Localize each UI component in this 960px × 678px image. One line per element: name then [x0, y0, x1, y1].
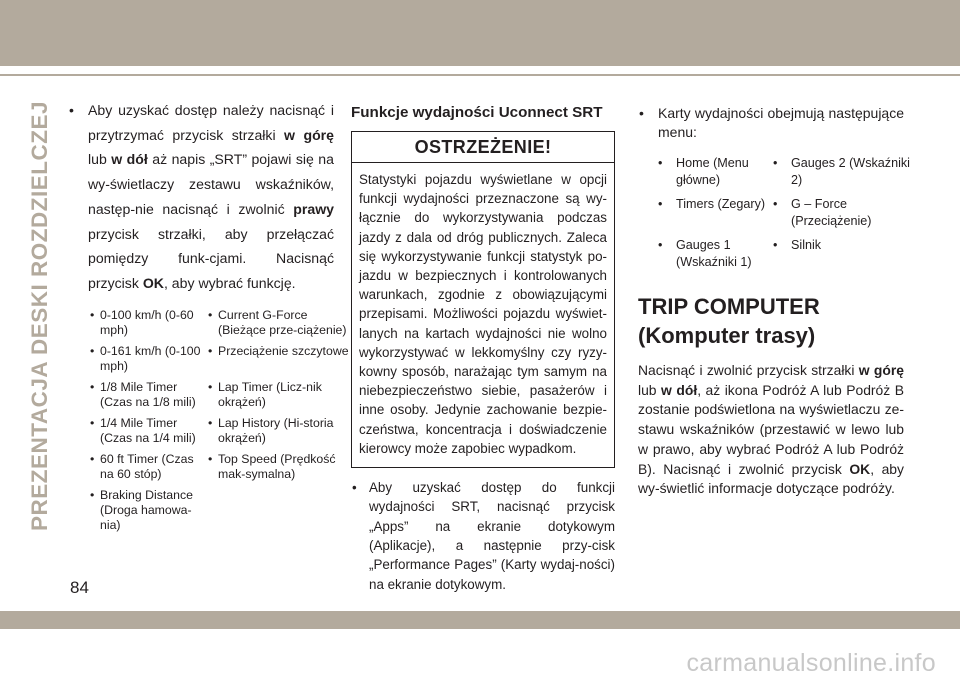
column-left	[68, 98, 349, 533]
keyword-down: w dół	[111, 151, 148, 168]
keyword-up: w górę	[284, 126, 334, 143]
page-number: 84	[70, 578, 89, 597]
keyword-down: w dół	[661, 381, 698, 398]
header-band	[0, 0, 960, 66]
list-item: • Top Speed (Prędkość mak-symalna)	[208, 452, 354, 482]
watermark-text: carmanualsonline.info	[686, 649, 936, 677]
list-item: • Silnik	[773, 237, 913, 271]
section-heading: Funkcje wydajności Uconnect SRT	[351, 104, 603, 121]
list-item: • Lap History (Hi-storia okrążeń)	[208, 416, 354, 446]
side-section-tab	[25, 100, 55, 532]
list-item: • Gauges 2 (Wskaźniki 2)	[773, 155, 913, 189]
performance-menu-list	[658, 155, 910, 271]
list-item: • 0-161 km/h (0-100 mph)	[90, 344, 208, 374]
keyword-right: prawy	[293, 200, 334, 217]
list-item: • 60 ft Timer (Czas na 60 stóp)	[90, 452, 208, 482]
list-item: • Home (Menu główne)	[658, 155, 773, 189]
side-section-title: PREZENTACJA DESKI ROZDZIELCZEJ	[27, 100, 52, 532]
column-right	[638, 104, 910, 499]
warning-title: OSTRZEŻENIE!	[352, 132, 614, 163]
header-rule	[0, 74, 960, 76]
footer-band	[0, 611, 960, 629]
srt-access-instruction: • Aby uzyskać dostęp należy nacisnąć i przytrzymać przycisk strzałki w górę lub w dół aż napis „SRT” pojawi się na wy-świetlaczy zestawu wskaźników, następ-nie nacisnąć i zwolnić prawy przycisk strzałki, aby przełączać pomiędzy funk-cjami. Nacisnąć przycisk OK, aby wybrać funkcję.	[68, 98, 334, 296]
list-item: • 0-100 km/h (0-60 mph)	[90, 308, 208, 338]
list-item: • Gauges 1 (Wskaźniki 1)	[658, 237, 773, 271]
performance-pages-instruction: • Aby uzyskać dostęp do funkcji wydajności SRT, nacisnąć przycisk „Apps” na ekranie dotykowym (Aplikacje), a następnie przy-cisk „Performance Pages” (Karty wydaj-ności) na ekranie dotykowym.	[351, 478, 615, 594]
list-item: • Braking Distance (Droga hamowa-nia)	[90, 488, 208, 533]
list-item: • Przeciążenie szczytowe	[208, 344, 354, 374]
performance-menu-intro: • Karty wydajności obejmują następujące menu:	[638, 104, 904, 142]
list-item: • 1/4 Mile Timer (Czas na 1/4 mili)	[90, 416, 208, 446]
trip-computer-heading: TRIP COMPUTER (Komputer trasy)	[638, 294, 820, 348]
keyword-ok: OK	[849, 460, 871, 477]
warning-box	[351, 131, 615, 468]
list-item: • Current G-Force (Bieżące prze-ciążenie)	[208, 308, 354, 338]
list-item: • 1/8 Mile Timer (Czas na 1/8 mili)	[90, 380, 208, 410]
list-item: • G – Force (Przeciążenie)	[773, 196, 913, 230]
warning-text: Statystyki pojazdu wyświetlane w opcji funkcji wydajności przeznaczone są wy-łącznie do wykorzystywania podczas jazdy z dala od dróg publicznych. Zaleca się wykorzystywanie funkcji statystyk po-jazdu w bezpiecznych i kontrolowanych warunkach, zgodnie z obowiązującymi przepisami. Możliwości pojazdu wyświet-lanych na kartach wydajności nie wolno wykorzystywać w lekkomyślny czy ryzy-kowny sposób, narażając tym samym na niebezpieczeństwo siebie, pasażerów i inne osoby. Jedynie zachowanie bezpie-czeństwa, koncentracja i doświadczenie kierowcy może zapobiec wypadkom.	[359, 172, 607, 456]
srt-functions-list	[90, 307, 349, 533]
list-item: • Timers (Zegary)	[658, 196, 773, 230]
keyword-up: w górę	[858, 362, 904, 378]
list-item: • Lap Timer (Licz-nik okrążeń)	[208, 380, 354, 410]
trip-computer-instruction: Nacisnąć i zwolnić przycisk strzałki w górę lub w dół, aż ikona Podróż A lub Podróż B zostanie podświetlona na wyświetlaczu ze-stawu wskaźników (przestawić w lewo lub w prawo, aby wybrać Podróż A lub Podróż B). Nacisnąć i zwolnić przycisk OK, aby wy-świetlić informacje dotyczące podróży.	[638, 362, 904, 497]
column-middle	[351, 104, 615, 594]
keyword-ok: OK	[142, 274, 164, 291]
